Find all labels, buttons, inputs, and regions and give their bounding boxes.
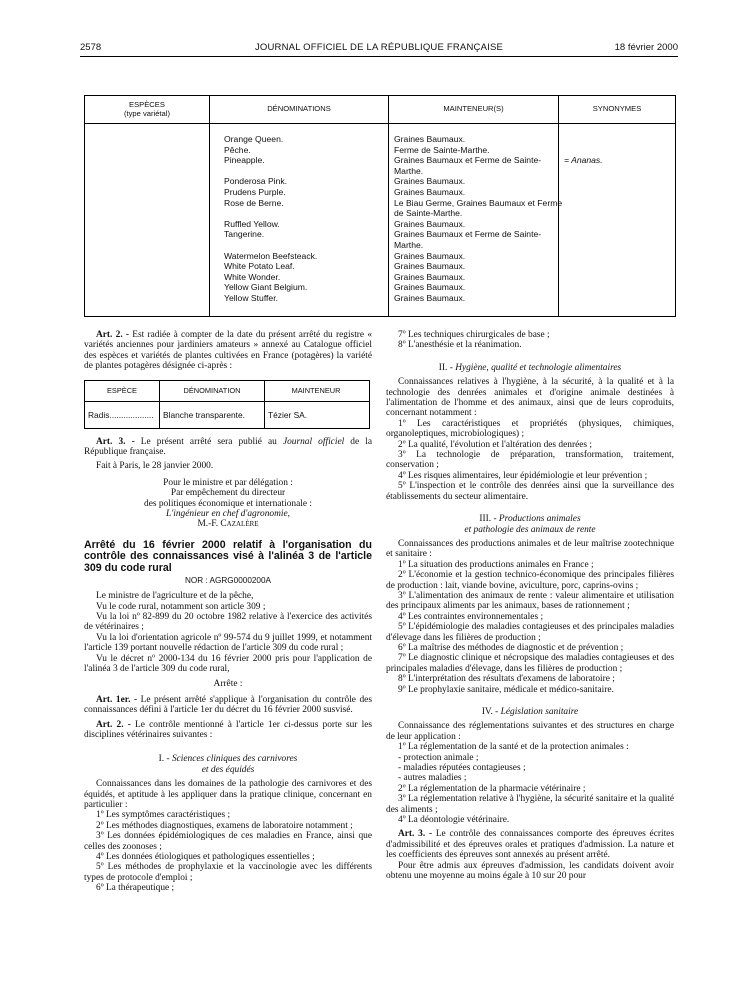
table-column-divider [388, 96, 389, 316]
list-item: 5º L'inspection et le contrôle des denrées ainsi que la surveillance des établissements du secteur alimentaire. [386, 481, 674, 502]
synonyme-cell [564, 187, 603, 198]
synonyme-cell [564, 208, 603, 219]
mainteneur-cell: Graines Baumaux et Ferme de Sainte- [394, 155, 542, 166]
article-3-paragraph: Art. 3. - Le présent arrêté sera publié au Journal officiel de la République française. [84, 436, 372, 458]
list-item: 7º Le diagnostic clinique et nécropsique des maladies contagieuses et des principales maladies d'élevage, dans les filières de production ; [386, 653, 674, 674]
denomination-cell: Tangerine. [224, 229, 265, 240]
synonyme-cell [564, 240, 603, 251]
list-item: - autres maladies ; [398, 773, 467, 784]
header-mainteneur: MAINTENEUR [264, 381, 367, 401]
synonyme-cell [564, 261, 603, 272]
header-especes: ESPÈCES (type variétal) [123, 99, 170, 118]
mainteneur-cell: Marthe. [394, 239, 424, 250]
list-item: 4º La déontologie vétérinaire. [398, 815, 510, 826]
table-column-divider [209, 96, 210, 316]
synonyme-cell [564, 219, 603, 230]
list-item: 1º La réglementation de la santé et de la protection animales : [398, 742, 629, 753]
article-2b-paragraph: Art. 2. - Le contrôle mentionné à l'article 1er ci-dessus porte sur les disciplines vétérinaires suivantes : [84, 719, 373, 740]
list-item: 2º La qualité, l'évolution et l'altération des denrées ; [398, 439, 592, 450]
signatory-name: M.-F. Cazalère [197, 519, 259, 530]
list-item: 2º La réglementation de la pharmacie vétérinaire ; [398, 783, 586, 794]
list-item: 4º Les contraintes environnementales ; [398, 611, 544, 622]
list-item: 5º L'épidémiologie des maladies contagieuses et des principales maladies d'élevage dans les filières de production ; [386, 622, 674, 643]
denomination-cell: Pêche. [224, 144, 251, 155]
header-denominations: DÉNOMINATIONS [267, 104, 331, 114]
denomination-cell: White Wonder. [224, 271, 281, 282]
denomination-cell: Rose de Berne. [224, 197, 284, 208]
header-rule [80, 56, 678, 57]
cell-mainteneur: Tézier SA. [264, 402, 367, 428]
mainteneur-cell: Graines Baumaux. [394, 282, 466, 293]
list-item: 2º Les méthodes diagnostiques, examens de laboratoire notamment ; [96, 820, 353, 831]
mainteneur-cell: de Sainte-Marthe. [394, 208, 463, 219]
synonyme-cell [564, 134, 603, 145]
list-item: 6º La maîtrise des méthodes de diagnostic et de prévention ; [398, 642, 624, 653]
synonyme-cell [564, 145, 603, 156]
header-mainteneurs: MAINTENEUR(S) [443, 104, 504, 114]
header-espece: ESPÈCE [107, 386, 137, 396]
list-item: 9º Le prophylaxie sanitaire, médicale et médico-sanitaire. [398, 684, 614, 695]
visa-item: Le ministre de l'agriculture et de la pêche, [96, 591, 254, 602]
section-1-items-continued [386, 330, 674, 351]
synonyme-cell [564, 166, 603, 177]
list-item: 4º Les données étiologiques et pathologiques essentielles ; [96, 852, 315, 863]
synonyme-cell [564, 293, 603, 304]
removed-variety-table [84, 380, 370, 429]
denomination-cell: Yellow Stuffer. [224, 292, 278, 303]
denomination-cell [224, 166, 317, 177]
mainteneurs-column [394, 134, 562, 304]
mainteneur-cell: Graines Baumaux. [394, 218, 466, 229]
list-item: 8º L'interprétation des résultats d'examens de laboratoire ; [398, 674, 615, 685]
visa-item: Vu la loi d'orientation agricole nº 99-574 du 9 juillet 1999, et notamment l'article 139 portant nouvelle rédaction de l'article 309 du code rural ; [84, 632, 372, 654]
article-2-paragraph: Art. 2. - Est radiée à compter de la date du présent arrêté du registre « variétés anciennes pour jardiniers amateurs » annexé au Catalogue officiel des espèces et variétés de plantes cultivées en France (potagères) la variété de plantes potagères désignée ci-après : [84, 330, 373, 372]
denomination-cell [224, 208, 317, 219]
mainteneur-cell: Graines Baumaux. [394, 176, 466, 187]
synonyme-cell [564, 272, 603, 283]
list-item: 3º Les données épidémiologiques de ces maladies en France, ainsi que celles des zoonoses ; [84, 831, 372, 852]
right-column [386, 330, 674, 882]
denomination-cell: Ruffled Yellow. [224, 218, 280, 229]
section-4-intro: Connaissance des réglementations suivantes et des structures en charge de leur application : [386, 721, 674, 742]
denominations-column [224, 134, 317, 304]
section-2-items [386, 419, 674, 502]
denomination-cell: Watermelon Beefsteack. [224, 250, 318, 261]
table-row [85, 402, 369, 428]
list-item: 1º Les caractéristiques et propriétés (physiques, chimiques, organoleptiques, microbiologiques) ; [386, 418, 674, 440]
section-3-items [386, 560, 674, 695]
arrete-title: Arrêté du 16 février 2000 relatif à l'organisation du contrôle des connaissances visé à l'alinéa 3 de l'article 309 du code rural [84, 538, 372, 574]
list-item: 5º Les méthodes de prophylaxie et la vaccinologie avec les différents types de protocole d'emploi ; [84, 862, 372, 883]
visa-item: Vu le décret nº 2000-134 du 16 février 2000 pris pour l'application de l'alinéa 3 de l'article 309 du code rural, [84, 653, 372, 674]
list-item: - maladies réputées contagieuses ; [398, 763, 526, 774]
list-item: 3º La technologie de préparation, transformation, traitement, conservation ; [386, 450, 674, 471]
mainteneur-cell: Graines Baumaux. [394, 250, 466, 261]
list-item: 8º L'anesthésie et la réanimation. [398, 340, 522, 351]
signature-block: Pour le ministre et par délégation : Par empêchement du directeur des politiques économique et internationale : L'ingénieur en chef d'agronomie, M.-F. Cazalère [84, 478, 372, 530]
publication-date: 18 février 2000 [614, 42, 678, 53]
synonyme-cell: = Ananas. [564, 155, 603, 166]
page-number: 2578 [80, 42, 102, 53]
list-item: 1º La situation des productions animales en France ; [398, 559, 594, 570]
nor-reference: NOR : AGRG0000200A [184, 576, 271, 586]
mainteneur-cell: Graines Baumaux. [394, 134, 466, 144]
journal-title: JOURNAL OFFICIEL DE LA RÉPUBLIQUE FRANÇAISE [254, 42, 504, 53]
mainteneur-cell: Graines Baumaux. [394, 271, 466, 282]
mainteneur-cell: Graines Baumaux. [394, 261, 466, 272]
left-column [84, 330, 372, 894]
page-header [80, 42, 678, 56]
synonyme-cell [564, 229, 603, 240]
section-3-title: III. - Productions animales et pathologie des animaux de rente [464, 514, 596, 535]
section-1-title: I. - Sciences cliniques des carnivores et des équidés [158, 754, 298, 775]
article-3b-paragraph: Art. 3. - Le contrôle des connaissances comporte des épreuves écrites d'admissibilité et des épreuves orales et pratiques d'admission. La nature et les coefficients des épreuves sont annexés au présent arrêté. [386, 829, 674, 861]
section-2-title: II. - Hygiène, qualité et technologie alimentaires [438, 362, 622, 373]
list-item: 4º Les risques alimentaires, leur épidémiologie et leur prévention ; [398, 470, 648, 481]
denomination-cell: White Potato Leaf. [224, 261, 295, 272]
denomination-cell: Ponderosa Pink. [224, 176, 288, 187]
denomination-cell [224, 240, 317, 251]
list-item: 6º La thérapeutique ; [96, 883, 175, 894]
list-item: 2º L'économie et la gestion technico-économique des principales filières de production : lait, viande bovine, aviculture, porc, caprins-ovins ; [386, 570, 674, 591]
header-denomination: DÉNOMINATION [159, 381, 264, 401]
denomination-cell: Pineapple. [224, 155, 265, 166]
list-item: 7º Les techniques chirurgicales de base ; [398, 330, 550, 340]
mainteneur-cell: Marthe. [394, 165, 424, 176]
synonyme-cell [564, 282, 603, 293]
header-synonymes: SYNONYMES [592, 104, 642, 114]
mainteneur-cell: Graines Baumaux et Ferme de Sainte- [394, 229, 542, 240]
mainteneur-cell: Ferme de Sainte-Marthe. [394, 144, 490, 155]
denomination-cell: Orange Queen. [224, 134, 284, 144]
visa-item: Vu la loi nº 82-899 du 20 octobre 1982 relative à l'exercice des activités de vétérinaires ; [84, 611, 372, 633]
section-4-items [386, 742, 674, 825]
mainteneur-cell: Graines Baumaux. [394, 186, 466, 197]
synonyme-cell [564, 251, 603, 262]
section-3-intro: Connaissances des productions animales et de leur maîtrise zootechnique et sanitaire : [386, 538, 674, 560]
visas-list [84, 591, 372, 674]
list-item: 3º La réglementation relative à l'hygiène, la sécurité sanitaire et la qualité des aliments ; [386, 794, 674, 815]
admission-paragraph: Pour être admis aux épreuves d'admission, les candidats doivent avoir obtenu une moyenne au moins égale à 10 sur 20 pour [386, 860, 674, 882]
synonyme-cell [564, 198, 603, 209]
synonymes-column [564, 134, 603, 304]
synonyme-cell [564, 176, 603, 187]
list-item: 1º Les symptômes caractéristiques ; [96, 810, 231, 821]
section-1-intro: Connaissances dans les domaines de la pathologie des carnivores et des équidés, et aptitude à les appliquer dans la pratique clinique, concernant en particulier : [84, 779, 372, 810]
list-item: - protection animale ; [398, 752, 479, 763]
cell-denomination: Blanche transparente. [159, 402, 264, 428]
list-item: 3º L'alimentation des animaux de rente : valeur alimentaire et utilisation des principaux aliments par les animaux, bases de rationnement ; [386, 590, 674, 612]
denomination-cell: Yellow Giant Belgium. [224, 282, 308, 293]
fait-a-paris: Fait à Paris, le 28 janvier 2000. [96, 461, 214, 472]
section-4-title: IV. - Législation sanitaire [481, 707, 579, 717]
visa-item: Vu le code rural, notamment son article 309 ; [96, 601, 266, 612]
section-2-intro: Connaissances relatives à l'hygiène, à la sécurité, à la qualité et à la technologie des denrées animales et d'origine animale destinées à l'alimentation de l'homme et des animaux, ainsi que de leurs coproduits, concernant notamment : [386, 377, 674, 419]
cell-espece: Radis................... [88, 409, 154, 420]
mainteneur-cell: Le Biau Germe, Graines Baumaux et Ferme [394, 197, 563, 208]
table-header-row [85, 381, 369, 402]
mainteneur-cell: Graines Baumaux. [394, 292, 466, 303]
section-1-items [84, 810, 372, 893]
varieties-table [84, 95, 676, 317]
denomination-cell: Prudens Purple. [224, 186, 286, 197]
arrete-label: Arrête : [213, 679, 243, 690]
article-1-paragraph: Art. 1er. - Le présent arrêté s'applique à l'organisation du contrôle des connaissances défini à l'article 1er du décret du 16 février 2000 susvisé. [84, 694, 372, 716]
